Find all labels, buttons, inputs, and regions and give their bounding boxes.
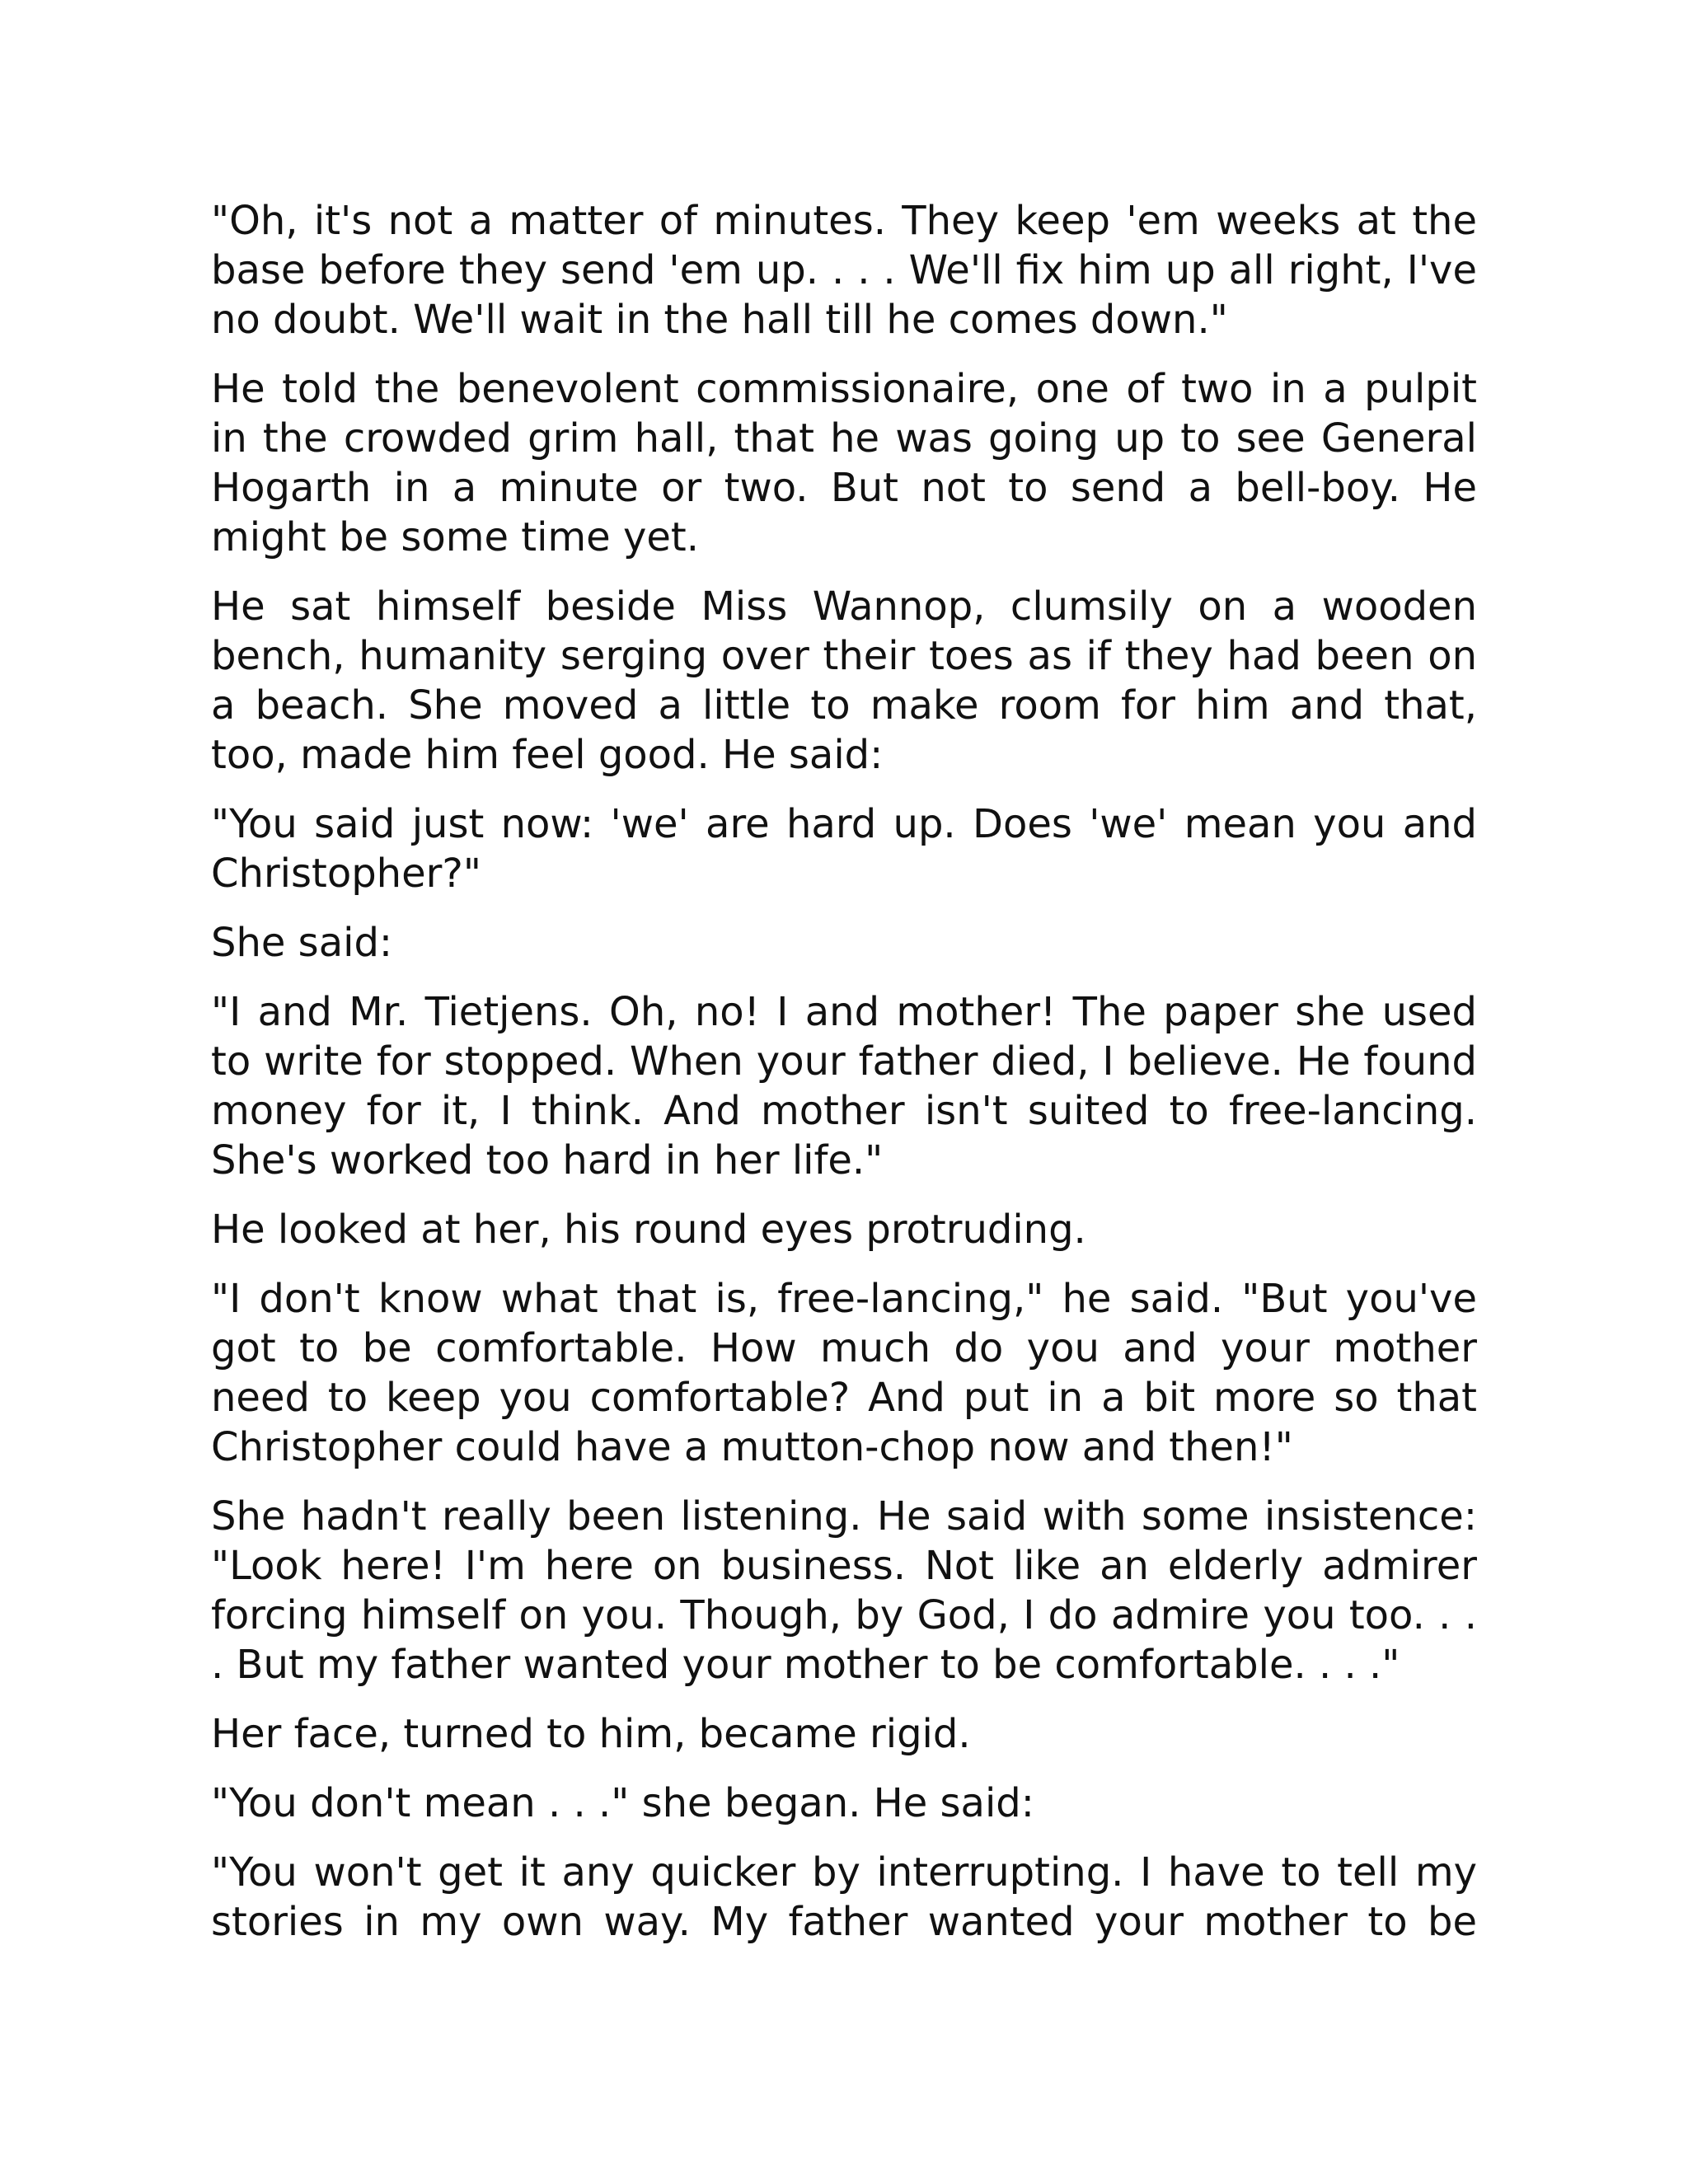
body-text <box>211 196 1477 1947</box>
paragraph-4: "You said just now: 'we' are hard up. Does 'we' mean you and Christopher?" <box>211 801 1477 897</box>
paragraph-12: "You won't get it any quicker by interrupting. I have to tell my stories in my own way. My father wanted your mother to be <box>211 1849 1477 1945</box>
paragraph-5: She said: <box>211 920 393 966</box>
paragraph-7: He looked at her, his round eyes protruding. <box>211 1207 1086 1253</box>
paragraph-8: "I don't know what that is, free-lancing," he said. "But you've got to be comfortable. How much do you and your mother need to keep you comfortable? And put in a bit more so that Christopher could have a mutton-chop now and then!" <box>211 1276 1477 1470</box>
paragraph-9: She hadn't really been listening. He said with some insistence: "Look here! I'm here on business. Not like an elderly admirer forcing himself on you. Though, by God, I do admire you too. . . . But my father wanted your mother to be comfortable. . . ." <box>211 1493 1477 1688</box>
paragraph-6: "I and Mr. Tietjens. Oh, no! I and mother! The paper she used to write for stopped. When your father died, I believe. He found money for it, I think. And mother isn't suited to free-lancing. She's worked too hard in her life." <box>211 989 1477 1183</box>
paragraph-10: Her face, turned to him, became rigid. <box>211 1711 971 1757</box>
paragraph-2: He told the benevolent commissionaire, one of two in a pulpit in the crowded grim hall, that he was going up to see General Hogarth in a minute or two. But not to send a bell-boy. He might be some time yet. <box>211 366 1477 560</box>
paragraph-11: "You don't mean . . ." she began. He said: <box>211 1780 1034 1826</box>
paragraph-3: He sat himself beside Miss Wannop, clumsily on a wooden bench, humanity serging over their toes as if they had been on a beach. She moved a little to make room for him and that, too, made him feel good. He said: <box>211 583 1477 778</box>
paragraph-1: "Oh, it's not a matter of minutes. They keep 'em weeks at the base before they send 'em up. . . . We'll fix him up all right, I've no doubt. We'll wait in the hall till he comes down." <box>211 198 1477 343</box>
